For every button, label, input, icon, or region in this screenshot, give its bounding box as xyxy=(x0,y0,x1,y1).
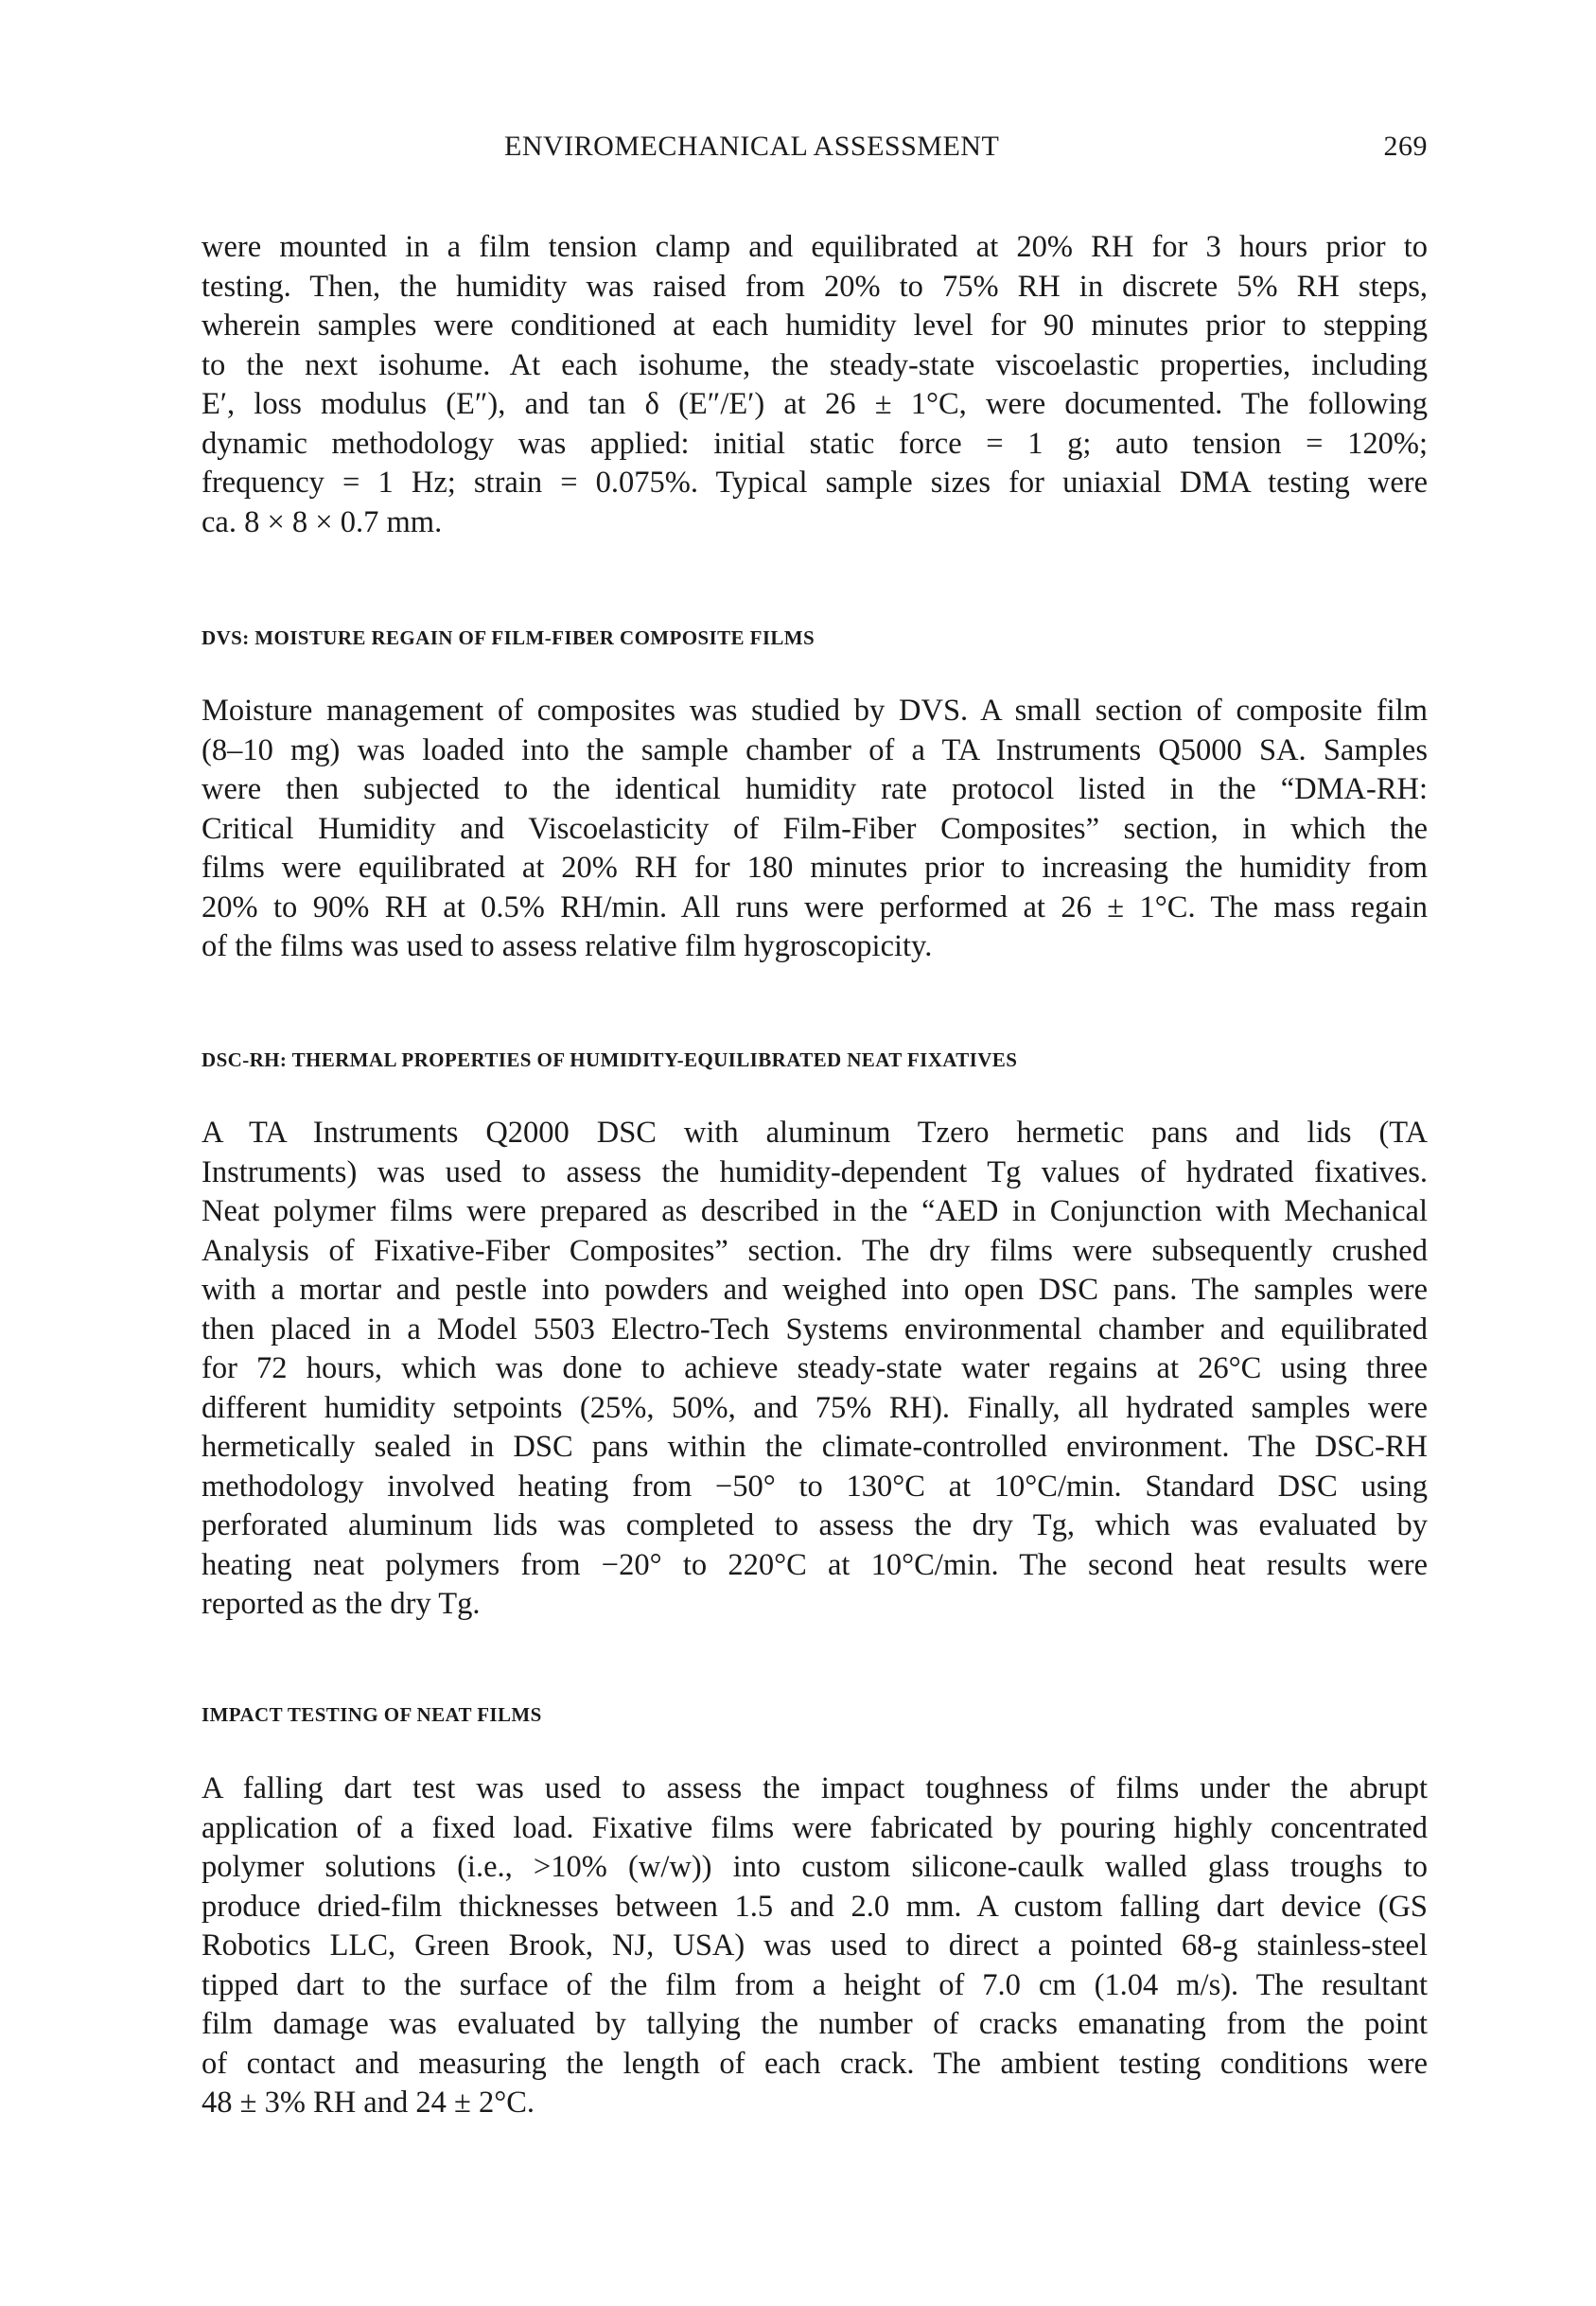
text-line: then placed in a Model 5503 Electro-Tech Systems environmental chamber and equilibrated xyxy=(202,1311,1428,1347)
text-line: were mounted in a film tension clamp and equilibrated at 20% RH for 3 hours prior to xyxy=(202,230,1428,264)
text-line: A TA Instruments Q2000 DSC with aluminum Tzero hermetic pans and lids (TA xyxy=(202,1116,1428,1150)
running-title: ENVIROMECHANICAL ASSESSMENT xyxy=(504,131,1000,162)
text-line: E′, loss modulus (E″), and tan δ (E″/E′) at 26 ± 1°C, were documented. The following xyxy=(202,387,1428,421)
text-line: Analysis of Fixative-Fiber Composites” section. The dry films were subsequently crushed xyxy=(202,1233,1428,1268)
running-header xyxy=(202,131,1428,168)
text-line: A falling dart test was used to assess the impact toughness of films under the abrupt xyxy=(202,1771,1428,1805)
text-line: hermetically sealed in DSC pans within the climate-controlled environment. The DSC-RH xyxy=(202,1430,1428,1464)
text-line: Critical Humidity and Viscoelasticity of Film-Fiber Composites” section, in which the xyxy=(202,811,1428,846)
paragraph-dsc-rh xyxy=(202,1114,1428,1625)
paragraph-impact-testing xyxy=(202,1769,1428,2123)
text-line: Robotics LLC, Green Brook, NJ, USA) was used to direct a pointed 68-g stainless-steel xyxy=(202,1928,1428,1963)
text-line: perforated aluminum lids was completed to assess the dry Tg, which was evaluated by xyxy=(202,1508,1428,1542)
text-line: wherein samples were conditioned at each humidity level for 90 minutes prior to stepping xyxy=(202,308,1428,343)
section-heading-dsc-rh: DSC-RH: THERMAL PROPERTIES OF HUMIDITY-EQUILIBRATED NEAT FIXATIVES xyxy=(202,1048,1018,1071)
text-line: Instruments) was used to assess the humidity-dependent Tg values of hydrated fixatives. xyxy=(202,1154,1428,1189)
section-heading-dvs: DVS: MOISTURE REGAIN OF FILM-FIBER COMPOSITE FILMS xyxy=(202,626,816,649)
text-line: of the films was used to assess relative film hygroscopicity. xyxy=(202,929,933,963)
text-line: testing. Then, the humidity was raised from 20% to 75% RH in discrete 5% RH steps, xyxy=(202,269,1428,304)
text-line: polymer solutions (i.e., >10% (w/w)) into custom silicone-caulk walled glass troughs to xyxy=(202,1850,1428,1884)
text-line: heating neat polymers from −20° to 220°C at 10°C/min. The second heat results were xyxy=(202,1547,1428,1582)
text-line: were then subjected to the identical humidity rate protocol listed in the “DMA-RH: xyxy=(202,772,1428,806)
text-line: to the next isohume. At each isohume, the steady-state viscoelastic properties, including xyxy=(202,347,1428,382)
text-line: produce dried-film thicknesses between 1.5 and 2.0 mm. A custom falling dart device (GS xyxy=(202,1889,1428,1924)
paragraph-dma-rh-continuation xyxy=(202,228,1428,542)
text-line: of contact and measuring the length of each crack. The ambient testing conditions were xyxy=(202,2046,1428,2081)
section-heading-impact-testing: IMPACT TESTING OF NEAT FILMS xyxy=(202,1703,542,1726)
text-line: application of a fixed load. Fixative films were fabricated by pouring highly concentrated xyxy=(202,1810,1428,1845)
text-line: frequency = 1 Hz; strain = 0.075%. Typical sample sizes for uniaxial DMA testing were xyxy=(202,466,1428,500)
text-line: films were equilibrated at 20% RH for 180 minutes prior to increasing the humidity from xyxy=(202,851,1428,885)
text-line: Moisture management of composites was studied by DVS. A small section of composite film xyxy=(202,694,1428,728)
text-line: film damage was evaluated by tallying the number of cracks emanating from the point xyxy=(202,2007,1428,2041)
text-line: for 72 hours, which was done to achieve steady-state water regains at 26°C using three xyxy=(202,1351,1428,1385)
text-line: methodology involved heating from −50° to 130°C at 10°C/min. Standard DSC using xyxy=(202,1469,1428,1504)
text-line: Neat polymer films were prepared as described in the “AED in Conjunction with Mechanical xyxy=(202,1194,1428,1228)
text-line: with a mortar and pestle into powders and weighed into open DSC pans. The samples were xyxy=(202,1273,1428,1307)
text-line: (8–10 mg) was loaded into the sample chamber of a TA Instruments Q5000 SA. Samples xyxy=(202,732,1428,767)
text-line: different humidity setpoints (25%, 50%, and 75% RH). Finally, all hydrated samples were xyxy=(202,1390,1428,1425)
page-number: 269 xyxy=(1383,131,1428,162)
text-line: reported as the dry Tg. xyxy=(202,1587,481,1621)
text-line: 20% to 90% RH at 0.5% RH/min. All runs were performed at 26 ± 1°C. The mass regain xyxy=(202,889,1428,924)
text-line: 48 ± 3% RH and 24 ± 2°C. xyxy=(202,2086,535,2120)
paragraph-dvs xyxy=(202,692,1428,967)
text-line: tipped dart to the surface of the film from a height of 7.0 cm (1.04 m/s). The resultant xyxy=(202,1967,1428,2002)
text-line: dynamic methodology was applied: initial static force = 1 g; auto tension = 120%; xyxy=(202,426,1428,461)
text-line: ca. 8 × 8 × 0.7 mm. xyxy=(202,504,443,539)
